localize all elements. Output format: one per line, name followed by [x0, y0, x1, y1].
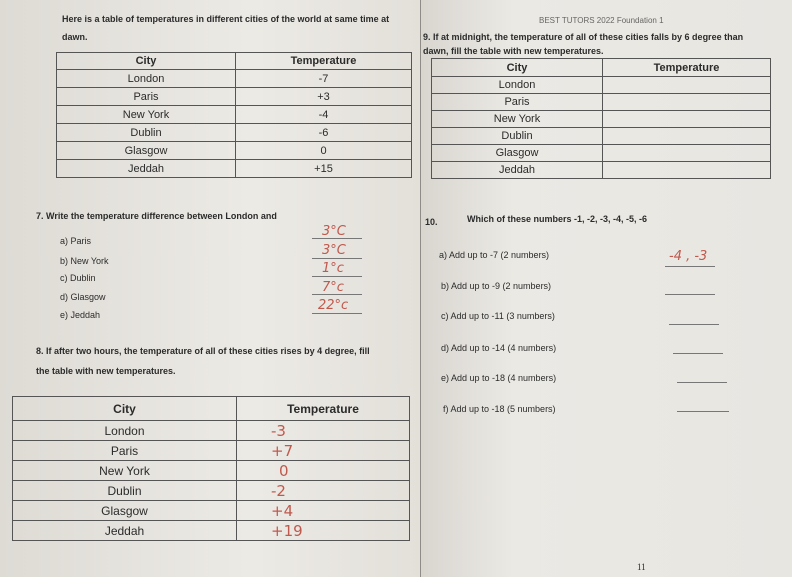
table1-temp: 0 [236, 142, 412, 160]
table1-city: Paris [57, 88, 236, 106]
q7-answer: 22°c [318, 298, 349, 313]
q10-item-label: d) Add up to -14 (4 numbers) [441, 343, 557, 353]
table3-header-city: City [13, 397, 237, 421]
table2-temp-input[interactable] [603, 111, 771, 128]
right-page [421, 0, 792, 577]
dawn-temperature-table [56, 52, 412, 178]
table3-city: New York [13, 461, 237, 481]
table3-city: Jeddah [13, 521, 237, 541]
q10-item-label: c) Add up to -11 (3 numbers) [441, 311, 555, 321]
after-two-hours-table [12, 396, 410, 541]
table1-header-city: City [57, 53, 236, 70]
table2-city: Dublin [432, 128, 603, 145]
table3-temp: 0 [237, 461, 410, 481]
answer-line [677, 411, 729, 412]
table1-city: Jeddah [57, 160, 236, 178]
question-8-line-1: 8. If after two hours, the temperature of all of these cities rises by 4 degree, fill [36, 346, 370, 356]
table3-temp: +19 [237, 521, 410, 541]
q10-item-label: f) Add up to -18 (5 numbers) [443, 404, 556, 414]
table2-header-city: City [432, 59, 603, 77]
q7-item-label: d) Glasgow [60, 292, 106, 302]
q7-answer: 3°C [322, 224, 346, 239]
table2-city: London [432, 77, 603, 94]
table3-temp: +4 [237, 501, 410, 521]
table-row [13, 461, 410, 481]
table-row [13, 521, 410, 541]
table-row [57, 142, 412, 160]
table-row [432, 128, 771, 145]
answer-line [312, 276, 362, 277]
question-7: 7. Write the temperature difference between London and [36, 211, 277, 221]
table3-city: Glasgow [13, 501, 237, 521]
table3-temp: +7 [237, 441, 410, 461]
answer-line [665, 266, 715, 267]
answer-line [669, 324, 719, 325]
table2-header-temperature: Temperature [603, 59, 771, 77]
table3-city: London [13, 421, 237, 441]
table-row [13, 421, 410, 441]
intro-line-1: Here is a table of temperatures in different cities of the world at same time at [62, 14, 390, 24]
answer-line [665, 294, 715, 295]
question-9-line-2: dawn, fill the table with new temperatures. [423, 46, 604, 56]
q7-item-label: c) Dublin [60, 273, 96, 283]
q7-answer: 1°c [322, 261, 344, 276]
table2-temp-input[interactable] [603, 128, 771, 145]
table-row [13, 441, 410, 461]
answer-line [312, 313, 362, 314]
q7-answer: 3°C [322, 243, 346, 258]
table2-city: New York [432, 111, 603, 128]
table-row [57, 160, 412, 178]
table-row [432, 94, 771, 111]
table2-temp-input[interactable] [603, 162, 771, 179]
table-row [57, 70, 412, 88]
q10-item-label: e) Add up to -18 (4 numbers) [441, 373, 557, 383]
table3-temp: -2 [237, 481, 410, 501]
table-row [13, 501, 410, 521]
table1-temp: -6 [236, 124, 412, 142]
q7-item-label: e) Jeddah [60, 310, 101, 320]
table1-city: Dublin [57, 124, 236, 142]
table2-city: Paris [432, 94, 603, 111]
table-row [57, 124, 412, 142]
table1-temp: -7 [236, 70, 412, 88]
page-number: 11 [637, 562, 646, 572]
table3-city: Paris [13, 441, 237, 461]
q10-answer: -4 , -3 [669, 249, 708, 264]
table-row [13, 481, 410, 501]
table-row [57, 106, 412, 124]
table1-city: New York [57, 106, 236, 124]
table1-city: London [57, 70, 236, 88]
table2-temp-input[interactable] [603, 145, 771, 162]
q10-item-label: b) Add up to -9 (2 numbers) [441, 281, 552, 291]
q10-item-label: a) Add up to -7 (2 numbers) [439, 250, 550, 260]
table-row [57, 88, 412, 106]
table2-temp-input[interactable] [603, 77, 771, 94]
table-row [432, 162, 771, 179]
table2-city: Jeddah [432, 162, 603, 179]
midnight-temperature-table [431, 58, 771, 179]
intro-line-2: dawn. [62, 32, 88, 42]
answer-line [312, 258, 362, 259]
q7-item-label: b) New York [60, 256, 109, 266]
table-row [432, 77, 771, 94]
table2-city: Glasgow [432, 145, 603, 162]
q7-item-label: a) Paris [60, 236, 92, 246]
table1-city: Glasgow [57, 142, 236, 160]
table-row [432, 145, 771, 162]
question-10-text: Which of these numbers -1, -2, -3, -4, -5, -6 [467, 214, 648, 224]
q7-answer: 7°c [322, 280, 344, 295]
table3-city: Dublin [13, 481, 237, 501]
table2-temp-input[interactable] [603, 94, 771, 111]
table3-header-temperature: Temperature [237, 397, 410, 421]
table1-temp: +15 [236, 160, 412, 178]
question-10-number: 10. [425, 217, 438, 227]
table1-temp: +3 [236, 88, 412, 106]
table1-temp: -4 [236, 106, 412, 124]
table-row [432, 111, 771, 128]
question-8-line-2: the table with new temperatures. [36, 366, 176, 376]
table3-temp: -3 [237, 421, 410, 441]
running-header: BEST TUTORS 2022 Foundation 1 [539, 16, 664, 25]
answer-line [677, 382, 727, 383]
question-9-line-1: 9. If at midnight, the temperature of all of these cities falls by 6 degree than [423, 32, 744, 42]
table1-header-temperature: Temperature [236, 53, 412, 70]
answer-line [673, 353, 723, 354]
